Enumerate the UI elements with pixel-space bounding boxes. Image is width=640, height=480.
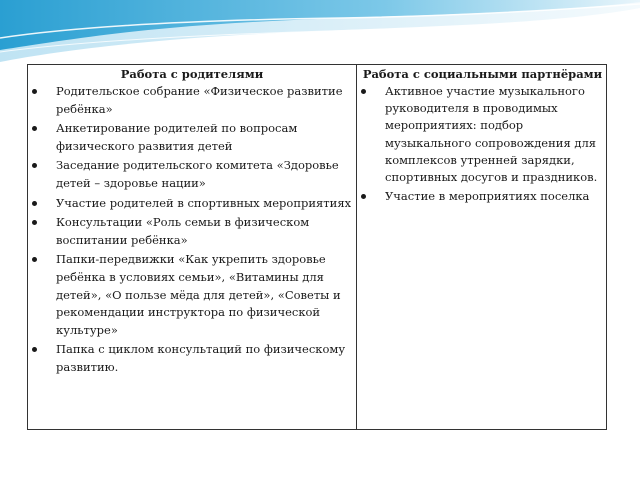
bullet-icon: [32, 257, 37, 262]
list-item: [30, 195, 354, 213]
partners-work-column: [359, 67, 606, 207]
list-item-text: Консультации «Роль семьи в физическом воспитании ребёнка»: [56, 215, 310, 247]
list-item: [30, 120, 354, 155]
list-item: [359, 83, 606, 186]
bullet-icon: [32, 89, 37, 94]
list-item-text: Участие в мероприятиях поселка: [385, 189, 590, 204]
bullet-icon: [32, 201, 37, 206]
partners-work-heading: Работа с социальными партнёрами: [362, 67, 603, 81]
list-item-text: Активное участие музыкального руководителя в проводимых мероприятиях: подбор музыкального сопровождения для комплексов утренней зарядки, спортивных досугов и праздников.: [385, 84, 598, 185]
list-item: [30, 341, 354, 376]
partners-work-list: [359, 83, 606, 205]
list-item: [30, 157, 354, 192]
header-wave-decoration: [0, 0, 640, 70]
bullet-icon: [32, 126, 37, 131]
list-item-text: Участие родителей в спортивных мероприятиях: [56, 195, 352, 210]
bullet-icon: [32, 163, 37, 168]
list-item-text: Заседание родительского комитета «Здоровье детей – здоровье нации»: [56, 158, 339, 190]
list-item: [30, 83, 354, 118]
bullet-icon: [361, 194, 366, 199]
list-item-text: Родительское собрание «Физическое развитие ребёнка»: [56, 84, 343, 116]
bullet-icon: [32, 220, 37, 225]
list-item: [30, 251, 354, 339]
parents-work-list: [30, 83, 354, 377]
list-item-text: Папка с циклом консультаций по физическому развитию.: [56, 342, 346, 374]
bullet-icon: [361, 89, 366, 94]
list-item-text: Анкетирование родителей по вопросам физического развития детей: [56, 121, 298, 153]
list-item: [30, 214, 354, 249]
content-table: [27, 64, 607, 430]
list-item-text: Папки-передвижки «Как укрепить здоровье ребёнка в условиях семьи», «Витамины для детей», «О пользе мёда для детей», «Советы и рекомендации инструктора по физической культуре»: [56, 252, 341, 337]
list-item: [359, 188, 606, 205]
column-divider: [356, 65, 357, 429]
parents-work-heading: Работа с родителями: [120, 67, 264, 81]
bullet-icon: [32, 347, 37, 352]
parents-work-column: [30, 67, 354, 379]
